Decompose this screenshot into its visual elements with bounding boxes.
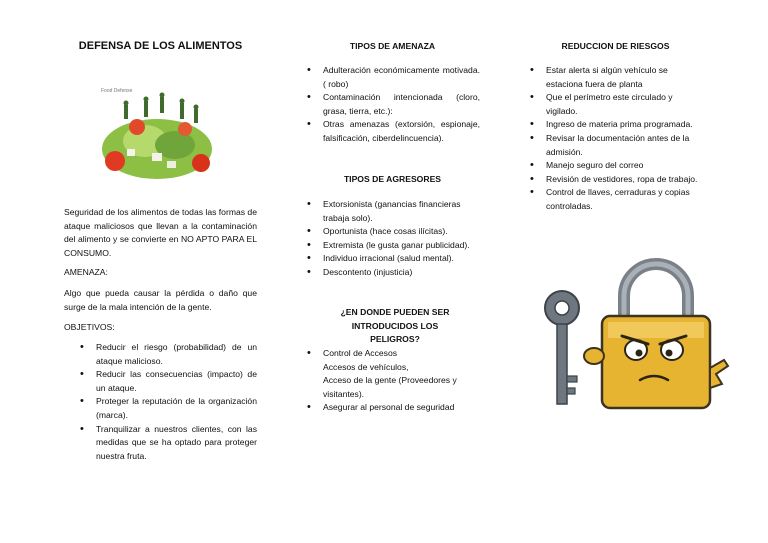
tipos-agresores-title: TIPOS DE AGRESORES: [343, 174, 442, 184]
list-item: • Revisión de vestidores, ropa de trabajo.: [528, 173, 703, 187]
list-item: • Control de llaves, cerraduras y copias controladas.: [528, 186, 703, 213]
list-item: • Descontento (injusticia): [305, 266, 480, 280]
list-item: • Tranquilizar a nuestros clientes, con las medidas que se ha optado para proteger nuestra fruta.: [78, 423, 257, 464]
padlock-icon: [584, 264, 728, 408]
list-item: • Reducir el riesgo (probabilidad) de un ataque malicioso.: [78, 341, 257, 368]
amenaza-label: AMENAZA:: [64, 267, 108, 277]
objetivos-list: [78, 341, 257, 463]
intro-paragraph: Seguridad de los alimentos de todas las formas de ataque maliciosos que llevan a la contaminación del alimento y se convierte en NO APTO PARA EL CONSUMO.: [64, 207, 257, 258]
list-item: • Estar alerta si algún vehículo se estaciona fuera de planta: [528, 64, 703, 91]
amenaza-text: Algo que pueda causar la pérdida o daño que surge de la mala intención de la gente.: [64, 288, 257, 312]
list-item: • Ingreso de materia prima programada.: [528, 118, 703, 132]
list-item: • Extorsionista (ganancias financieras trabaja solo).: [305, 198, 480, 225]
donde-line: Acceso de la gente (Proveedores y visitantes).: [323, 375, 457, 399]
list-item: • Revisar la documentación antes de la admisión.: [528, 132, 703, 159]
list-item: • Que el perímetro este circulado y vigilado.: [528, 91, 703, 118]
list-item: • Extremista (le gusta ganar publicidad).: [305, 239, 480, 253]
image-caption: Food Defense: [101, 88, 133, 94]
donde-title: ¿EN DONDE PUEDEN SER INTRODUCIDOS LOS PELIGROS?: [340, 307, 450, 345]
food-defense-image: [97, 83, 215, 180]
list-item: • Contaminación intencionada (cloro, grasa, tierra, etc.):: [305, 91, 480, 118]
list-item: • Adulteración económicamente motivada.( robo): [305, 64, 480, 91]
list-item: • Reducir las consecuencias (impacto) de un ataque.: [78, 368, 257, 395]
list-item: • Asegurar al personal de seguridad: [305, 401, 480, 415]
donde-line: Accesos de vehículos,: [323, 361, 409, 372]
objetivos-label: OBJETIVOS:: [64, 322, 115, 332]
key-icon: [545, 291, 579, 404]
padlock-key-illustration: [540, 258, 736, 420]
list-item: • Individuo irracional (salud mental).: [305, 252, 480, 266]
reduccion-list: [528, 64, 703, 214]
list-item: • Proteger la reputación de la organización (marca).: [78, 395, 257, 422]
reduccion-title: REDUCCION DE RIESGOS: [561, 41, 670, 51]
page-title: DEFENSA DE LOS ALIMENTOS: [78, 40, 243, 52]
list-item: • Otras amenazas (extorsión, espionaje, falsificación, ciberdelincuencia).: [305, 118, 480, 145]
tipos-amenaza-title: TIPOS DE AMENAZA: [349, 41, 436, 51]
donde-line: Control de Accesos: [323, 348, 398, 358]
list-item: • Manejo seguro del correo: [528, 159, 703, 173]
list-item: [305, 347, 480, 401]
donde-list: [305, 347, 480, 415]
amenazas-list: [305, 64, 480, 146]
list-item: • Oportunista (hace cosas ilícitas).: [305, 225, 480, 239]
agresores-list: [305, 198, 480, 280]
